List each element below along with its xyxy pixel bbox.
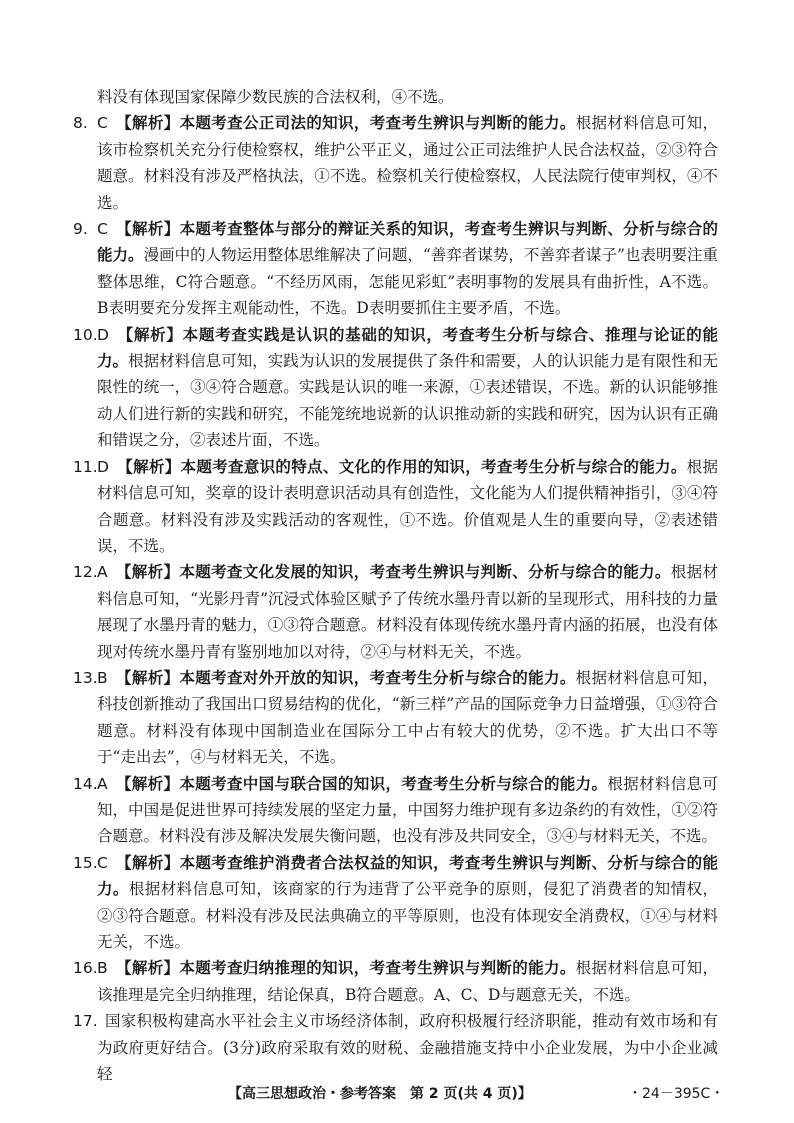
analysis-lead: 本题考查公正司法的知识，考查考生辨识与判断的能力。 [179,113,576,133]
analysis-lead: 本题考查整体与部分的辩证关系的知识，考查考生辨识与判断、分析与综合的能力。 [97,219,718,265]
analysis-lead: 本题考查中国与联合国的知识，考查考生分析与综合的能力。 [179,773,608,793]
item-number: 15. [73,853,98,872]
item-number: 16. [73,959,98,978]
analysis-tag: 【解析】 [115,667,180,687]
analysis-text: 根据材料信息可知，该推理是完全归纳推理，结论保真，B符合题意。A、C、D与题意无关，不选。 [97,959,718,1004]
analysis-tag: 【解析】 [116,456,181,476]
answer-letter: B [97,959,108,978]
analysis-text: 根据材料信息可知，实践为认识的发展提供了条件和需要，人的认识能力是有限性和无限性的统一，③④符合题意。实践是认识的唯一来源，①表述错误，不选。新的认识能够推动人们进行新的实践和研究，不能笼统地说新的认识推动新的实践和研究，因为认识有正确和错误之分，②表述片面，不选。 [97,352,718,450]
item-body [97,110,718,216]
item-number: 12. [73,563,98,582]
answer-item [73,322,718,454]
item-body [97,771,718,850]
page-footer [0,1082,794,1106]
item-number: 10. [73,325,98,344]
analysis-lead: 本题考查归纳推理的知识，考查考生辨识与判断的能力。 [179,958,576,978]
analysis-tag: 【解析】 [115,219,180,239]
answer-letter: A [97,563,108,582]
item-body [97,955,718,1008]
analysis-text: 根据材料信息可知，该商家的行为违背了公平竞争的原则，侵犯了消费者的知情权，②③符合题意。材料没有涉及民法典确立的平等原则，也没有体现安全消费权，①④与材料无关，不选。 [97,880,718,951]
answer-item [73,850,718,956]
analysis-text: 根据材料信息可知，中国是促进世界可持续发展的坚定力量，中国努力维护现有多边条约的有效性，①②符合题意。材料没有涉及解决发展失衡问题，也没有涉及共同安全，③④与材料无关，不选。 [97,774,718,846]
answer-letter: C [97,220,108,239]
answer-item [73,955,718,1008]
item-body [97,1008,718,1087]
item-body [97,665,718,771]
analysis-lead: 本题考查对外开放的知识，考查考生分析与综合的能力。 [179,667,576,687]
item-number: 13. [73,668,98,687]
analysis-tag: 【解析】 [115,562,180,582]
analysis-tag: 【解析】 [115,113,180,133]
analysis-lead: 本题考查文化发展的知识，考查考生辨识与判断、分析与综合的能力。 [179,562,671,582]
item-number: 8. [73,114,88,133]
analysis-tag: 【解析】 [116,324,183,344]
footer-title: 【高三思想政治・参考答案 第 2 页(共 4 页)】 [228,1086,532,1102]
analysis-text: 漫画中的人物运用整体思维解决了问题，“善弈者谋势，不善弈者谋子”也表明要注重整体思维，C符合题意。“不经历风雨，怎能见彩虹”表明事物的发展具有曲折性，A不选。B表明要充分发挥主观能动性，不选。D表明要抓住主要矛盾，不选。 [97,246,718,318]
analysis-lead: 本题考查实践是认识的基础的知识，考查考生分析与综合、推理与论证的能力。 [97,324,718,371]
answer-letter: C [97,114,108,133]
analysis-lead: 本题考查意识的特点、文化的作用的知识，考查考生分析与综合的能力。 [180,456,687,476]
analysis-tag: 【解析】 [115,773,180,793]
item-number: 17. [73,1012,98,1031]
analysis-text: 根据材料信息可知，奖章的设计表明意识活动具有创造性，文化能为人们提供精神指引，③④符合题意。材料没有涉及实践活动的客观性，①不选。价值观是人生的重要向导，②表述错误，不选。 [97,457,718,555]
answer-item [73,559,718,665]
analysis-text: 根据材料信息可知，科技创新推动了我国出口贸易结构的优化，“新三样”产品的国际竞争力日益增强，①③符合题意。材料没有体现中国制造业在国际分工中占有较大的优势，②不选。扩大出口不等于“走出去”，④与材料无关，不选。 [97,668,718,767]
answer-list [73,110,718,1087]
answer-item [73,665,718,771]
analysis-tag: 【解析】 [115,958,180,978]
answer-letter: C [97,853,108,872]
item-number: 9. [73,220,88,239]
continuation-line: 料没有体现国家保障少数民族的合法权利，④不选。 [97,88,454,106]
item-body [97,454,718,560]
answer-item [73,1008,718,1087]
item-body [97,850,718,956]
answer-item [73,216,718,322]
item-body [97,322,718,454]
answer-letter: D [97,457,109,476]
item-body [97,216,718,322]
analysis-text: 根据材料信息可知，“光影丹青”沉浸式体验区赋予了传统水墨丹青以新的呈现形式，用科技的力量展现了水墨丹青的魅力，①③符合题意。材料没有体现传统水墨丹青内涵的拓展，也没有体现对传统水墨丹青有鉴别地加以对待，②④与材料无关，不选。 [97,563,718,661]
answer-letter: B [97,668,108,687]
answer-content [73,84,718,1087]
analysis-text: 国家积极构建高水平社会主义市场经济体制，政府积极履行经济职能，推动有效市场和有为政府更好结合。(3分)政府采取有效的财税、金融措施支持中小企业发展，为中小企业减轻 [97,1012,718,1084]
item-body [97,559,718,665]
item-number: 14. [73,774,98,793]
answer-letter: D [97,325,109,344]
footer-code: ・24－395C・ [628,1086,725,1102]
answer-item [73,771,718,850]
item-number: 11. [73,457,98,476]
analysis-tag: 【解析】 [115,852,180,872]
analysis-text: 根据材料信息可知，该市检察机关充分行使检察权，维护公平正义，通过公正司法维护人民合法权益，②③符合题意。材料没有涉及严格执法，①不选。检察机关行使检察权，人民法院行使审判权，④不选。 [97,114,718,212]
answer-letter: A [97,774,108,793]
analysis-lead: 本题考查维护消费者合法权益的知识，考查考生辨识与判断、分析与综合的能力。 [97,852,718,899]
answer-item [73,110,718,216]
answer-item [73,454,718,560]
